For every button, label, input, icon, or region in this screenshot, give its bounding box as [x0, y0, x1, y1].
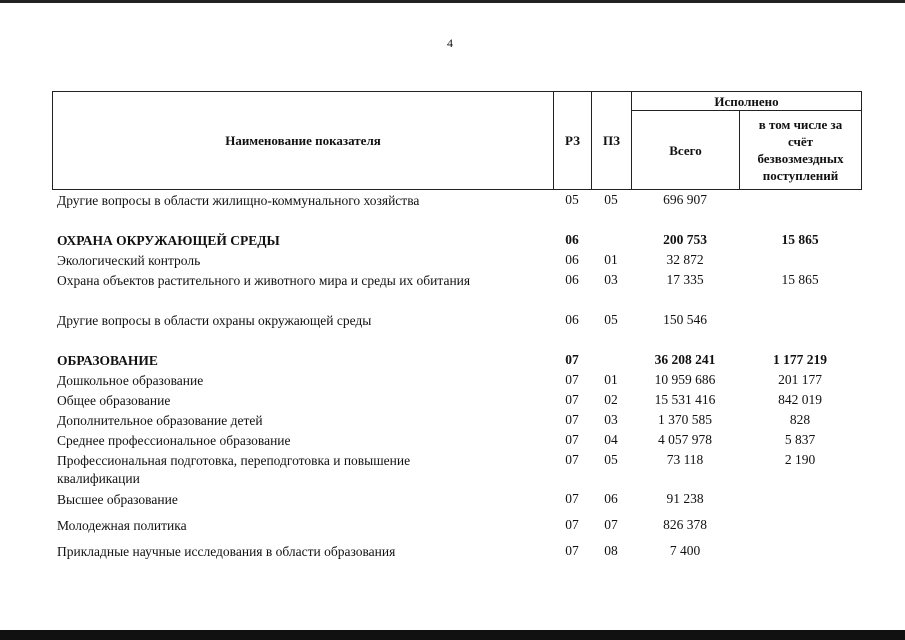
row-rz: 07: [565, 452, 579, 467]
row-name: Экологический контроль: [57, 253, 201, 268]
row-rz: 07: [565, 392, 579, 407]
header-executed-label: Исполнено: [714, 94, 779, 109]
row-total: 32 872: [666, 252, 704, 267]
header-total-label: Всего: [669, 143, 702, 158]
row-name: Высшее образование: [57, 492, 178, 507]
row-rz: 07: [565, 517, 579, 532]
row-rz: 05: [565, 192, 579, 207]
page-number: 4: [447, 36, 453, 50]
row-pz: 04: [604, 432, 618, 447]
row-total: 36 208 241: [654, 352, 716, 367]
row-total: 826 378: [663, 517, 707, 532]
row-name: Другие вопросы в области жилищно-коммунального хозяйства: [57, 193, 420, 208]
row-free: 842 019: [778, 392, 822, 407]
row-total: 150 546: [663, 312, 707, 327]
row-rz: 06: [565, 272, 579, 287]
row-rz: 07: [565, 352, 579, 367]
row-pz: 03: [604, 272, 618, 287]
header-pz-label: ПЗ: [603, 133, 620, 148]
row-name: Молодежная политика: [57, 518, 187, 533]
row-total: 73 118: [666, 452, 704, 467]
row-pz: 08: [604, 543, 618, 558]
row-free: 5 837: [784, 432, 816, 447]
row-rz: 07: [565, 491, 579, 506]
row-name: Прикладные научные исследования в области образования: [57, 544, 396, 559]
row-rz: 07: [565, 412, 579, 427]
header-free-line: безвозмездных: [757, 151, 844, 166]
row-pz: 02: [604, 392, 618, 407]
row-free: 1 177 219: [773, 352, 827, 367]
row-free: 201 177: [778, 372, 822, 387]
row-pz: 05: [604, 312, 618, 327]
row-pz: 01: [604, 372, 618, 387]
row-total: 200 753: [663, 232, 707, 247]
header-free-label: [739, 116, 862, 184]
row-free: 15 865: [781, 272, 819, 287]
row-total: 91 238: [666, 491, 704, 506]
row-rz: 06: [565, 232, 579, 247]
header-rz-label: РЗ: [565, 133, 580, 148]
row-total: 15 531 416: [654, 392, 716, 407]
row-name: Дополнительное образование детей: [57, 413, 263, 428]
row-pz: 03: [604, 412, 618, 427]
row-name: Другие вопросы в области охраны окружающей среды: [57, 313, 372, 328]
row-total: 17 335: [666, 272, 704, 287]
row-free: 2 190: [784, 452, 816, 467]
row-free: 828: [789, 412, 811, 427]
row-total: 1 370 585: [658, 412, 712, 427]
row-rz: 07: [565, 543, 579, 558]
header-free-line: поступлений: [762, 168, 839, 183]
row-pz: 01: [604, 252, 618, 267]
row-name: Среднее профессиональное образование: [57, 433, 291, 448]
row-name: Профессиональная подготовка, переподготовка и повышение квалификации: [57, 453, 411, 486]
bottom-border-bar: [0, 630, 905, 640]
row-pz: 05: [604, 192, 618, 207]
row-name: Общее образование: [57, 393, 171, 408]
header-free-line: в том числе за: [758, 117, 843, 132]
row-rz: 07: [565, 432, 579, 447]
header-name-label: Наименование показателя: [225, 133, 381, 148]
row-rz: 06: [565, 312, 579, 327]
row-total: 10 959 686: [654, 372, 716, 387]
row-name: ОХРАНА ОКРУЖАЮЩЕЙ СРЕДЫ: [57, 233, 280, 248]
row-rz: 07: [565, 372, 579, 387]
row-name: Дошкольное образование: [57, 373, 204, 388]
top-border-line: [0, 0, 905, 3]
row-total: 7 400: [669, 543, 701, 558]
row-pz: 05: [604, 452, 618, 467]
row-name: Охрана объектов растительного и животного мира и среды их обитания: [57, 273, 471, 288]
header-free-line: счёт: [788, 134, 813, 149]
row-total: 4 057 978: [658, 432, 712, 447]
row-pz: 07: [604, 517, 618, 532]
row-name: ОБРАЗОВАНИЕ: [57, 353, 158, 368]
row-pz: 06: [604, 491, 618, 506]
row-total: 696 907: [663, 192, 707, 207]
row-rz: 06: [565, 252, 579, 267]
row-free: 15 865: [781, 232, 819, 247]
